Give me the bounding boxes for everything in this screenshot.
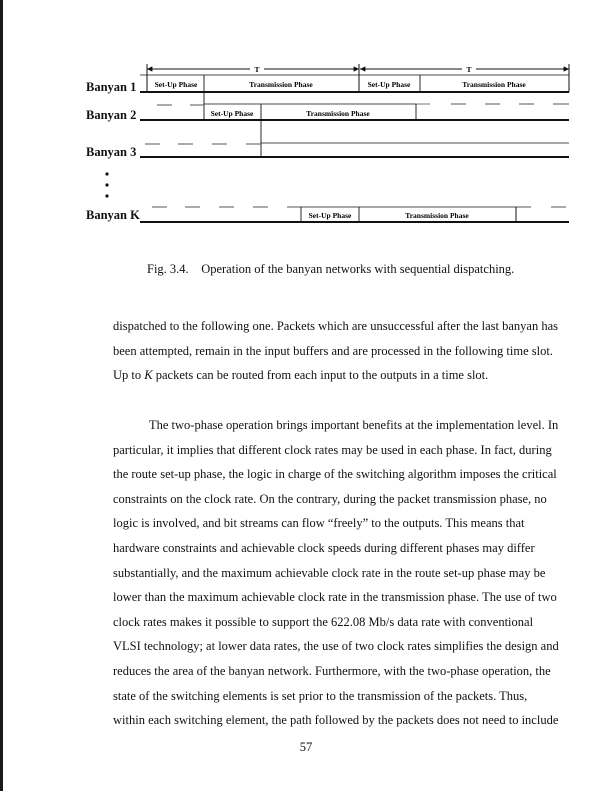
- transmission-phase-label: Transmission Phase: [306, 109, 370, 118]
- period-label: T: [254, 65, 260, 74]
- figure-caption: [147, 262, 514, 277]
- row-label-banyan-k: Banyan K: [86, 208, 140, 222]
- paragraph-line: been attempted, remain in the input buffers and are processed in the following time slot.: [113, 343, 553, 358]
- variable-k: K: [144, 368, 153, 383]
- paragraph-line: lower than the maximum achievable clock rate in the transmission phase. The use of two: [113, 590, 557, 605]
- paragraph-line: substantially, and the maximum achievable clock rate in the route set-up phase may be: [113, 565, 546, 580]
- paragraph-line: state of the switching elements is set prior to the transmission of the packets. Thus,: [113, 688, 528, 703]
- row-label-banyan-1: Banyan 1: [86, 80, 137, 94]
- setup-phase-label: Set-Up Phase: [154, 80, 198, 89]
- figure-number: Fig. 3.4.: [147, 262, 189, 276]
- setup-phase-label: Set-Up Phase: [308, 211, 352, 220]
- transmission-phase-label: Transmission Phase: [405, 211, 469, 220]
- setup-phase-label: Set-Up Phase: [210, 109, 254, 118]
- banyan-k-timeline: [140, 207, 569, 222]
- period-label: T: [466, 65, 472, 74]
- paragraph-line: The two-phase operation brings important benefits at the implementation level. In: [149, 418, 559, 432]
- timing-diagram: [0, 0, 612, 240]
- paragraph-line: the route set-up phase, the logic in charge of the switching algorithm imposes the critical: [113, 467, 557, 482]
- paragraph-line: within each switching element, the path followed by the packets does not need to include: [113, 713, 559, 728]
- paragraph-line: Up to K packets can be routed from each input to the outputs in a time slot.: [113, 368, 489, 383]
- paragraph-line: reduces the area of the banyan network. Furthermore, with the two-phase operation, the: [113, 663, 551, 678]
- page-number: 57: [299, 740, 313, 754]
- row-label-banyan-3: Banyan 3: [86, 145, 137, 159]
- paragraph-line: VLSI technology; at lower data rates, the use of two clock rates simplifies the design and: [113, 639, 559, 654]
- paragraph-line: constraints on the clock rate. On the contrary, during the packet transmission phase, no: [113, 491, 547, 506]
- paragraph-line: hardware constraints and achievable clock speeds during different phases may differ: [113, 540, 535, 555]
- row-label-banyan-2: Banyan 2: [86, 108, 137, 122]
- paragraph-line: particular, it implies that different clock rates may be used in each phase. In fact, during: [113, 442, 552, 457]
- transmission-phase-label: Transmission Phase: [462, 80, 526, 89]
- setup-phase-label: Set-Up Phase: [367, 80, 411, 89]
- paragraph-line: clock rates makes it possible to support the 622.08 Mb/s data rate with conventional: [113, 614, 534, 629]
- figure-caption-text: Operation of the banyan networks with sequential dispatching.: [201, 262, 515, 276]
- paragraph-1: [113, 314, 565, 388]
- period-arrow-1: [147, 64, 359, 75]
- paragraph-line: logic is involved, and bit streams can flow “freely” to the outputs. This means that: [113, 516, 525, 531]
- banyan-3-timeline: [140, 143, 569, 157]
- vertical-ellipsis: [105, 172, 108, 197]
- paragraph-2: [113, 413, 565, 733]
- period-arrow-2: [359, 64, 569, 75]
- paragraph-line: dispatched to the following one. Packets which are unsuccessful after the last banyan has: [113, 319, 559, 333]
- transmission-phase-label: Transmission Phase: [249, 80, 313, 89]
